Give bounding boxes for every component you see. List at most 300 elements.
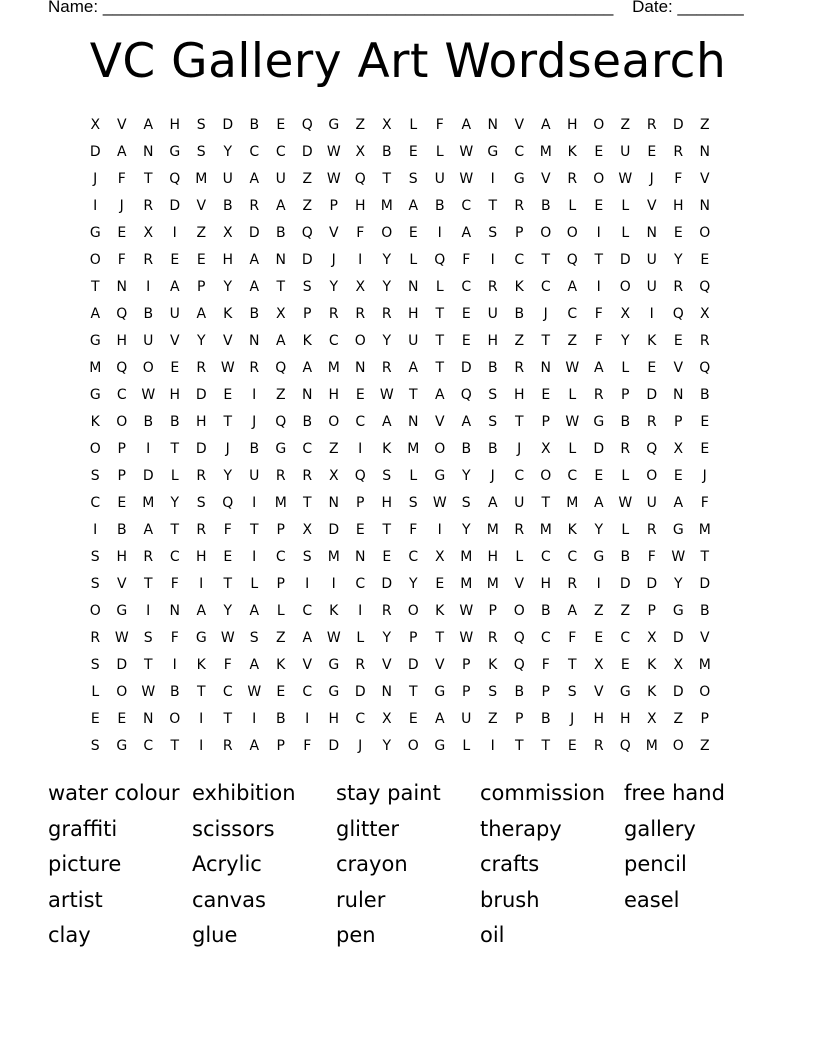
grid-letter[interactable]: F bbox=[117, 171, 126, 187]
grid-letter[interactable]: T bbox=[435, 306, 445, 322]
grid-letter[interactable]: K bbox=[329, 603, 339, 619]
grid-letter[interactable]: E bbox=[461, 333, 471, 349]
grid-letter[interactable]: Y bbox=[461, 522, 471, 538]
grid-letter[interactable]: U bbox=[646, 279, 657, 295]
grid-letter[interactable]: G bbox=[672, 522, 684, 538]
grid-letter[interactable]: U bbox=[222, 171, 233, 187]
grid-letter[interactable]: A bbox=[461, 414, 472, 430]
grid-letter[interactable]: A bbox=[249, 171, 260, 187]
grid-letter[interactable]: W bbox=[432, 495, 447, 511]
grid-letter[interactable]: K bbox=[647, 684, 657, 700]
grid-letter[interactable]: E bbox=[223, 549, 233, 565]
grid-letter[interactable]: I bbox=[252, 495, 257, 511]
grid-letter[interactable]: S bbox=[90, 657, 100, 673]
grid-letter[interactable]: T bbox=[514, 738, 524, 754]
grid-letter[interactable]: W bbox=[220, 630, 235, 646]
grid-letter[interactable]: U bbox=[461, 711, 472, 727]
grid-letter[interactable]: R bbox=[249, 198, 260, 214]
date-field[interactable]: _______ bbox=[677, 0, 744, 16]
grid-letter[interactable]: B bbox=[487, 441, 498, 457]
grid-letter[interactable]: L bbox=[356, 630, 365, 646]
grid-letter[interactable]: P bbox=[303, 306, 312, 322]
grid-letter[interactable]: R bbox=[355, 657, 366, 673]
grid-letter[interactable]: D bbox=[301, 252, 313, 268]
grid-letter[interactable]: L bbox=[621, 360, 630, 376]
grid-letter[interactable]: T bbox=[249, 522, 259, 538]
grid-letter[interactable]: Z bbox=[275, 630, 286, 646]
grid-letter[interactable]: A bbox=[408, 198, 419, 214]
grid-letter[interactable]: A bbox=[302, 630, 313, 646]
grid-letter[interactable]: V bbox=[673, 360, 684, 376]
grid-letter[interactable]: S bbox=[302, 549, 312, 565]
grid-letter[interactable]: Q bbox=[699, 360, 711, 376]
grid-letter[interactable]: P bbox=[356, 495, 365, 511]
grid-letter[interactable]: N bbox=[275, 252, 286, 268]
grid-letter[interactable]: E bbox=[408, 711, 418, 727]
grid-letter[interactable]: U bbox=[434, 171, 445, 187]
grid-letter[interactable]: V bbox=[540, 171, 551, 187]
grid-letter[interactable]: E bbox=[435, 576, 445, 592]
grid-letter[interactable]: J bbox=[225, 441, 230, 457]
grid-letter[interactable]: I bbox=[305, 711, 310, 727]
grid-letter[interactable]: M bbox=[380, 198, 393, 214]
grid-letter[interactable]: N bbox=[355, 360, 366, 376]
grid-letter[interactable]: B bbox=[116, 522, 127, 538]
grid-letter[interactable]: T bbox=[382, 171, 392, 187]
grid-letter[interactable]: Y bbox=[594, 522, 604, 538]
grid-letter[interactable]: B bbox=[169, 684, 180, 700]
grid-letter[interactable]: I bbox=[252, 387, 257, 403]
grid-letter[interactable]: A bbox=[593, 360, 604, 376]
grid-letter[interactable]: H bbox=[116, 333, 128, 349]
grid-letter[interactable]: Q bbox=[301, 225, 313, 241]
grid-letter[interactable]: A bbox=[90, 306, 101, 322]
grid-letter[interactable]: A bbox=[593, 495, 604, 511]
grid-letter[interactable]: O bbox=[407, 738, 419, 754]
grid-letter[interactable]: Z bbox=[673, 711, 684, 727]
grid-letter[interactable]: T bbox=[435, 333, 445, 349]
grid-letter[interactable]: X bbox=[222, 225, 233, 241]
grid-letter[interactable]: V bbox=[646, 198, 657, 214]
grid-letter[interactable]: A bbox=[249, 738, 260, 754]
grid-letter[interactable]: L bbox=[409, 252, 418, 268]
grid-letter[interactable]: E bbox=[223, 387, 233, 403]
grid-letter[interactable]: N bbox=[143, 144, 154, 160]
grid-letter[interactable]: C bbox=[620, 630, 631, 646]
grid-letter[interactable]: T bbox=[302, 495, 312, 511]
grid-letter[interactable]: Q bbox=[646, 441, 658, 457]
grid-letter[interactable]: I bbox=[199, 738, 204, 754]
grid-letter[interactable]: M bbox=[645, 738, 658, 754]
grid-letter[interactable]: X bbox=[275, 306, 286, 322]
grid-letter[interactable]: A bbox=[249, 603, 260, 619]
grid-letter[interactable]: O bbox=[381, 225, 393, 241]
grid-letter[interactable]: F bbox=[170, 630, 179, 646]
grid-letter[interactable]: J bbox=[517, 441, 522, 457]
grid-letter[interactable]: V bbox=[169, 333, 180, 349]
grid-letter[interactable]: F bbox=[435, 117, 444, 133]
grid-letter[interactable]: O bbox=[89, 441, 101, 457]
grid-letter[interactable]: B bbox=[487, 360, 498, 376]
grid-letter[interactable]: D bbox=[593, 441, 605, 457]
grid-letter[interactable]: B bbox=[540, 603, 551, 619]
grid-letter[interactable]: I bbox=[146, 603, 151, 619]
grid-letter[interactable]: I bbox=[490, 738, 495, 754]
grid-letter[interactable]: C bbox=[222, 684, 233, 700]
grid-letter[interactable]: U bbox=[169, 306, 180, 322]
grid-letter[interactable]: G bbox=[434, 684, 446, 700]
grid-letter[interactable]: P bbox=[647, 603, 656, 619]
grid-letter[interactable]: A bbox=[169, 279, 180, 295]
grid-letter[interactable]: C bbox=[275, 144, 286, 160]
grid-letter[interactable]: C bbox=[355, 576, 366, 592]
grid-letter[interactable]: E bbox=[647, 144, 657, 160]
grid-letter[interactable]: B bbox=[434, 198, 445, 214]
grid-letter[interactable]: I bbox=[490, 171, 495, 187]
grid-letter[interactable]: P bbox=[515, 711, 524, 727]
grid-letter[interactable]: Q bbox=[116, 360, 128, 376]
grid-letter[interactable]: B bbox=[143, 414, 154, 430]
grid-letter[interactable]: E bbox=[647, 360, 657, 376]
grid-letter[interactable]: B bbox=[461, 441, 472, 457]
grid-letter[interactable]: S bbox=[143, 630, 153, 646]
grid-letter[interactable]: B bbox=[249, 441, 260, 457]
grid-letter[interactable]: D bbox=[699, 576, 711, 592]
grid-letter[interactable]: N bbox=[673, 387, 684, 403]
grid-letter[interactable]: Y bbox=[382, 279, 392, 295]
grid-letter[interactable]: J bbox=[358, 738, 363, 754]
grid-letter[interactable]: K bbox=[435, 603, 445, 619]
grid-letter[interactable]: T bbox=[408, 387, 418, 403]
grid-letter[interactable]: A bbox=[275, 198, 286, 214]
grid-letter[interactable]: Z bbox=[275, 387, 286, 403]
grid-letter[interactable]: R bbox=[381, 306, 392, 322]
grid-letter[interactable]: M bbox=[142, 495, 155, 511]
grid-letter[interactable]: S bbox=[488, 225, 498, 241]
grid-letter[interactable]: X bbox=[673, 657, 684, 673]
grid-letter[interactable]: B bbox=[514, 306, 525, 322]
grid-letter[interactable]: F bbox=[462, 252, 471, 268]
grid-letter[interactable]: O bbox=[619, 279, 631, 295]
grid-letter[interactable]: X bbox=[328, 468, 339, 484]
grid-letter[interactable]: B bbox=[302, 414, 313, 430]
grid-letter[interactable]: D bbox=[222, 117, 234, 133]
grid-letter[interactable]: I bbox=[437, 225, 442, 241]
grid-letter[interactable]: I bbox=[146, 279, 151, 295]
grid-letter[interactable]: H bbox=[487, 549, 499, 565]
grid-letter[interactable]: D bbox=[407, 657, 419, 673]
grid-letter[interactable]: R bbox=[249, 360, 260, 376]
grid-letter[interactable]: I bbox=[146, 441, 151, 457]
grid-letter[interactable]: R bbox=[196, 522, 207, 538]
grid-letter[interactable]: D bbox=[195, 441, 207, 457]
grid-letter[interactable]: E bbox=[90, 711, 100, 727]
grid-letter[interactable]: C bbox=[461, 198, 472, 214]
grid-letter[interactable]: P bbox=[117, 468, 126, 484]
grid-letter[interactable]: G bbox=[89, 387, 101, 403]
grid-letter[interactable]: D bbox=[328, 738, 340, 754]
grid-letter[interactable]: T bbox=[594, 252, 604, 268]
grid-letter[interactable]: O bbox=[89, 603, 101, 619]
grid-letter[interactable]: Z bbox=[699, 738, 710, 754]
grid-letter[interactable]: R bbox=[593, 387, 604, 403]
grid-letter[interactable]: T bbox=[170, 522, 180, 538]
grid-letter[interactable]: X bbox=[143, 225, 154, 241]
grid-letter[interactable]: T bbox=[435, 360, 445, 376]
grid-letter[interactable]: C bbox=[169, 549, 180, 565]
grid-letter[interactable]: Z bbox=[302, 171, 313, 187]
grid-letter[interactable]: H bbox=[116, 549, 128, 565]
grid-letter[interactable]: M bbox=[539, 144, 552, 160]
grid-letter[interactable]: E bbox=[355, 522, 365, 538]
grid-letter[interactable]: T bbox=[143, 576, 153, 592]
grid-letter[interactable]: A bbox=[434, 387, 445, 403]
grid-letter[interactable]: N bbox=[408, 279, 419, 295]
grid-letter[interactable]: U bbox=[143, 333, 154, 349]
grid-letter[interactable]: A bbox=[249, 252, 260, 268]
grid-letter[interactable]: M bbox=[698, 522, 711, 538]
grid-letter[interactable]: G bbox=[487, 144, 499, 160]
grid-letter[interactable]: L bbox=[568, 198, 577, 214]
grid-letter[interactable]: T bbox=[143, 171, 153, 187]
grid-letter[interactable]: B bbox=[699, 387, 710, 403]
grid-letter[interactable]: O bbox=[672, 738, 684, 754]
grid-letter[interactable]: Z bbox=[487, 711, 498, 727]
grid-letter[interactable]: E bbox=[673, 468, 683, 484]
grid-letter[interactable]: D bbox=[301, 144, 313, 160]
grid-letter[interactable]: W bbox=[326, 171, 341, 187]
grid-letter[interactable]: I bbox=[490, 252, 495, 268]
grid-letter[interactable]: S bbox=[408, 495, 418, 511]
grid-letter[interactable]: Y bbox=[382, 252, 392, 268]
grid-letter[interactable]: H bbox=[566, 117, 578, 133]
grid-letter[interactable]: H bbox=[169, 117, 181, 133]
grid-letter[interactable]: W bbox=[459, 630, 474, 646]
grid-letter[interactable]: C bbox=[302, 684, 313, 700]
grid-letter[interactable]: R bbox=[567, 576, 578, 592]
grid-letter[interactable]: G bbox=[619, 684, 631, 700]
grid-letter[interactable]: G bbox=[89, 225, 101, 241]
grid-letter[interactable]: V bbox=[222, 333, 233, 349]
grid-letter[interactable]: N bbox=[355, 549, 366, 565]
grid-letter[interactable]: M bbox=[407, 441, 420, 457]
grid-letter[interactable]: C bbox=[408, 549, 419, 565]
grid-letter[interactable]: O bbox=[116, 414, 128, 430]
grid-letter[interactable]: J bbox=[649, 171, 654, 187]
grid-letter[interactable]: L bbox=[91, 684, 100, 700]
grid-letter[interactable]: C bbox=[90, 495, 101, 511]
grid-letter[interactable]: Q bbox=[513, 657, 525, 673]
grid-letter[interactable]: S bbox=[196, 495, 206, 511]
grid-letter[interactable]: G bbox=[593, 414, 605, 430]
grid-letter[interactable]: Q bbox=[513, 630, 525, 646]
grid-letter[interactable]: D bbox=[619, 576, 631, 592]
grid-letter[interactable]: L bbox=[621, 225, 630, 241]
grid-letter[interactable]: H bbox=[672, 198, 684, 214]
grid-letter[interactable]: P bbox=[276, 738, 285, 754]
grid-letter[interactable]: T bbox=[514, 414, 524, 430]
grid-letter[interactable]: O bbox=[593, 171, 605, 187]
grid-letter[interactable]: D bbox=[116, 657, 128, 673]
grid-letter[interactable]: G bbox=[328, 117, 340, 133]
grid-letter[interactable]: L bbox=[409, 468, 418, 484]
grid-letter[interactable]: H bbox=[487, 333, 499, 349]
grid-letter[interactable]: O bbox=[540, 468, 552, 484]
grid-letter[interactable]: D bbox=[381, 576, 393, 592]
grid-letter[interactable]: E bbox=[408, 225, 418, 241]
grid-letter[interactable]: E bbox=[594, 144, 604, 160]
grid-letter[interactable]: P bbox=[276, 522, 285, 538]
grid-letter[interactable]: X bbox=[673, 441, 684, 457]
grid-letter[interactable]: J bbox=[119, 198, 124, 214]
grid-letter[interactable]: V bbox=[699, 630, 710, 646]
grid-letter[interactable]: T bbox=[541, 738, 551, 754]
grid-letter[interactable]: M bbox=[460, 549, 473, 565]
grid-letter[interactable]: P bbox=[541, 414, 550, 430]
grid-letter[interactable]: B bbox=[699, 603, 710, 619]
grid-letter[interactable]: J bbox=[331, 252, 336, 268]
grid-letter[interactable]: I bbox=[305, 576, 310, 592]
grid-letter[interactable]: B bbox=[249, 306, 260, 322]
grid-letter[interactable]: S bbox=[567, 684, 577, 700]
grid-letter[interactable]: E bbox=[700, 441, 710, 457]
grid-letter[interactable]: K bbox=[276, 657, 286, 673]
grid-letter[interactable]: I bbox=[172, 657, 177, 673]
grid-letter[interactable]: F bbox=[594, 306, 603, 322]
grid-letter[interactable]: D bbox=[195, 387, 207, 403]
grid-letter[interactable]: O bbox=[116, 684, 128, 700]
grid-letter[interactable]: I bbox=[358, 603, 363, 619]
grid-letter[interactable]: E bbox=[276, 684, 286, 700]
grid-letter[interactable]: S bbox=[196, 117, 206, 133]
grid-letter[interactable]: W bbox=[671, 549, 686, 565]
grid-letter[interactable]: X bbox=[302, 522, 313, 538]
grid-letter[interactable]: U bbox=[646, 252, 657, 268]
grid-letter[interactable]: K bbox=[90, 414, 100, 430]
grid-letter[interactable]: O bbox=[593, 117, 605, 133]
grid-letter[interactable]: P bbox=[674, 414, 683, 430]
grid-letter[interactable]: Y bbox=[329, 279, 339, 295]
grid-letter[interactable]: T bbox=[382, 522, 392, 538]
grid-letter[interactable]: X bbox=[620, 306, 631, 322]
grid-letter[interactable]: J bbox=[252, 414, 257, 430]
grid-letter[interactable]: Y bbox=[673, 576, 683, 592]
grid-letter[interactable]: X bbox=[355, 144, 366, 160]
grid-letter[interactable]: L bbox=[250, 576, 259, 592]
grid-letter[interactable]: Y bbox=[461, 468, 471, 484]
grid-letter[interactable]: A bbox=[673, 495, 684, 511]
grid-letter[interactable]: W bbox=[247, 684, 262, 700]
grid-letter[interactable]: E bbox=[276, 117, 286, 133]
grid-letter[interactable]: P bbox=[621, 387, 630, 403]
grid-letter[interactable]: K bbox=[223, 306, 233, 322]
grid-letter[interactable]: N bbox=[381, 684, 392, 700]
grid-letter[interactable]: E bbox=[117, 495, 127, 511]
grid-letter[interactable]: V bbox=[514, 576, 525, 592]
grid-letter[interactable]: D bbox=[248, 225, 260, 241]
grid-letter[interactable]: I bbox=[199, 711, 204, 727]
grid-letter[interactable]: A bbox=[381, 414, 392, 430]
grid-letter[interactable]: U bbox=[249, 468, 260, 484]
grid-letter[interactable]: K bbox=[302, 333, 312, 349]
grid-letter[interactable]: K bbox=[488, 657, 498, 673]
grid-letter[interactable]: E bbox=[170, 252, 180, 268]
grid-letter[interactable]: A bbox=[196, 603, 207, 619]
grid-letter[interactable]: Z bbox=[567, 333, 578, 349]
grid-letter[interactable]: Q bbox=[566, 252, 578, 268]
grid-letter[interactable]: L bbox=[170, 468, 179, 484]
grid-letter[interactable]: T bbox=[435, 630, 445, 646]
grid-letter[interactable]: V bbox=[434, 414, 445, 430]
grid-letter[interactable]: B bbox=[620, 414, 631, 430]
grid-letter[interactable]: R bbox=[646, 522, 657, 538]
grid-letter[interactable]: Z bbox=[620, 603, 631, 619]
grid-letter[interactable]: G bbox=[513, 171, 525, 187]
grid-letter[interactable]: R bbox=[381, 360, 392, 376]
grid-letter[interactable]: H bbox=[195, 414, 207, 430]
grid-letter[interactable]: T bbox=[541, 252, 551, 268]
grid-letter[interactable]: C bbox=[116, 387, 127, 403]
grid-letter[interactable]: R bbox=[328, 306, 339, 322]
grid-letter[interactable]: C bbox=[302, 603, 313, 619]
grid-letter[interactable]: D bbox=[646, 387, 658, 403]
grid-letter[interactable]: M bbox=[460, 576, 473, 592]
grid-letter[interactable]: N bbox=[328, 495, 339, 511]
grid-letter[interactable]: C bbox=[567, 468, 578, 484]
grid-letter[interactable]: I bbox=[252, 549, 257, 565]
grid-letter[interactable]: W bbox=[326, 144, 341, 160]
grid-letter[interactable]: M bbox=[539, 522, 552, 538]
grid-letter[interactable]: X bbox=[593, 657, 604, 673]
grid-letter[interactable]: R bbox=[143, 198, 154, 214]
grid-letter[interactable]: B bbox=[143, 306, 154, 322]
grid-letter[interactable]: Q bbox=[222, 495, 234, 511]
grid-letter[interactable]: G bbox=[328, 684, 340, 700]
grid-letter[interactable]: L bbox=[435, 144, 444, 160]
grid-letter[interactable]: S bbox=[488, 387, 498, 403]
grid-letter[interactable]: H bbox=[328, 387, 340, 403]
grid-letter[interactable]: B bbox=[620, 549, 631, 565]
grid-letter[interactable]: T bbox=[541, 495, 551, 511]
grid-letter[interactable]: O bbox=[169, 711, 181, 727]
grid-letter[interactable]: A bbox=[461, 117, 472, 133]
grid-letter[interactable]: F bbox=[409, 522, 418, 538]
grid-letter[interactable]: H bbox=[540, 576, 552, 592]
grid-letter[interactable]: V bbox=[196, 198, 207, 214]
grid-letter[interactable]: N bbox=[249, 333, 260, 349]
grid-letter[interactable]: S bbox=[90, 468, 100, 484]
grid-letter[interactable]: R bbox=[487, 279, 498, 295]
grid-letter[interactable]: B bbox=[540, 198, 551, 214]
grid-letter[interactable]: A bbox=[487, 495, 498, 511]
grid-letter[interactable]: C bbox=[567, 306, 578, 322]
grid-letter[interactable]: U bbox=[620, 144, 631, 160]
grid-letter[interactable]: Q bbox=[434, 252, 446, 268]
grid-letter[interactable]: S bbox=[249, 630, 259, 646]
grid-letter[interactable]: Q bbox=[460, 387, 472, 403]
grid-letter[interactable]: H bbox=[169, 387, 181, 403]
grid-letter[interactable]: R bbox=[646, 117, 657, 133]
grid-letter[interactable]: O bbox=[142, 360, 154, 376]
grid-letter[interactable]: Z bbox=[355, 117, 366, 133]
grid-letter[interactable]: P bbox=[488, 603, 497, 619]
grid-letter[interactable]: H bbox=[354, 198, 366, 214]
grid-letter[interactable]: I bbox=[252, 711, 257, 727]
grid-letter[interactable]: K bbox=[567, 144, 577, 160]
grid-letter[interactable]: S bbox=[408, 171, 418, 187]
grid-letter[interactable]: K bbox=[647, 333, 657, 349]
grid-letter[interactable]: Q bbox=[672, 306, 684, 322]
